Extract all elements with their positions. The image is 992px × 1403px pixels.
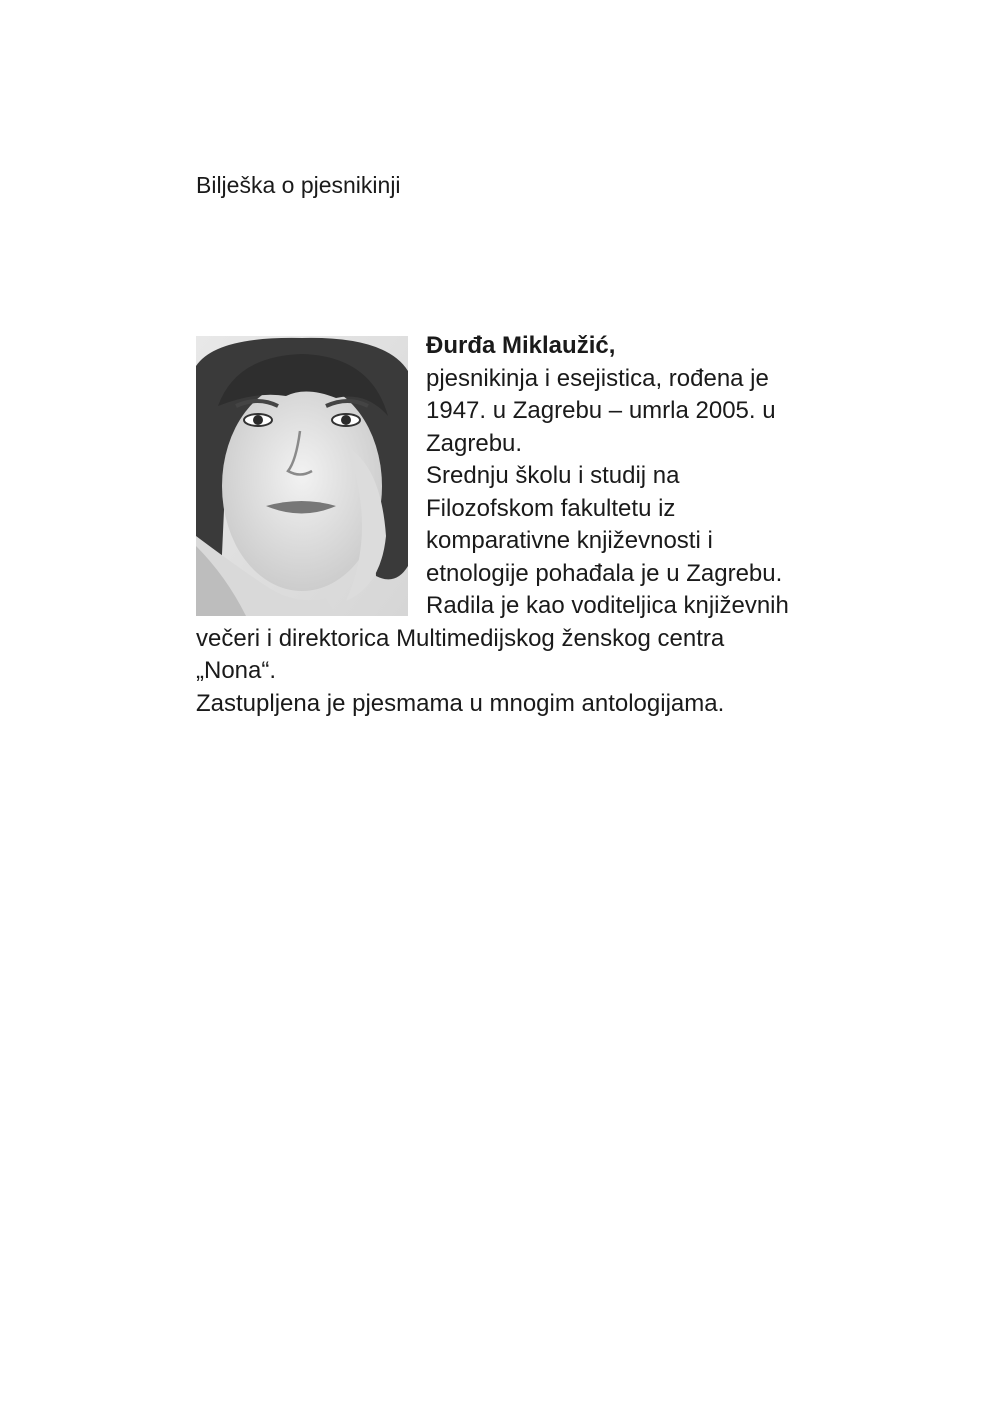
bio-line: Srednju školu i studij na (426, 462, 680, 489)
bio-line: Zagrebu. (426, 429, 523, 457)
poet-name: Đurđa Miklaužić, (426, 332, 616, 359)
bio-line: Zastupljena je pjesmama u mnogim antologijama. (196, 689, 725, 717)
bio-section (196, 330, 856, 720)
bio-line: večeri i direktorica Multimedijskog ženskog centra (196, 624, 725, 652)
bio-line: pjesnikinja i esejistica, rođena je (426, 364, 769, 392)
bio-line: etnologije pohađala je u Zagrebu. (426, 559, 783, 587)
bio-line: Filozofskom fakultetu iz (426, 494, 676, 522)
bio-line: Radila je kao voditeljica književnih (426, 592, 789, 619)
portrait-photo (196, 336, 408, 616)
bio-line: 1947. u Zagrebu – umrla 2005. u (426, 397, 776, 424)
page-title: Bilješka o pjesnikinji (196, 172, 401, 198)
bio-line: „Nona“. (196, 657, 277, 684)
bio-line: komparativne književnosti i (426, 527, 713, 554)
